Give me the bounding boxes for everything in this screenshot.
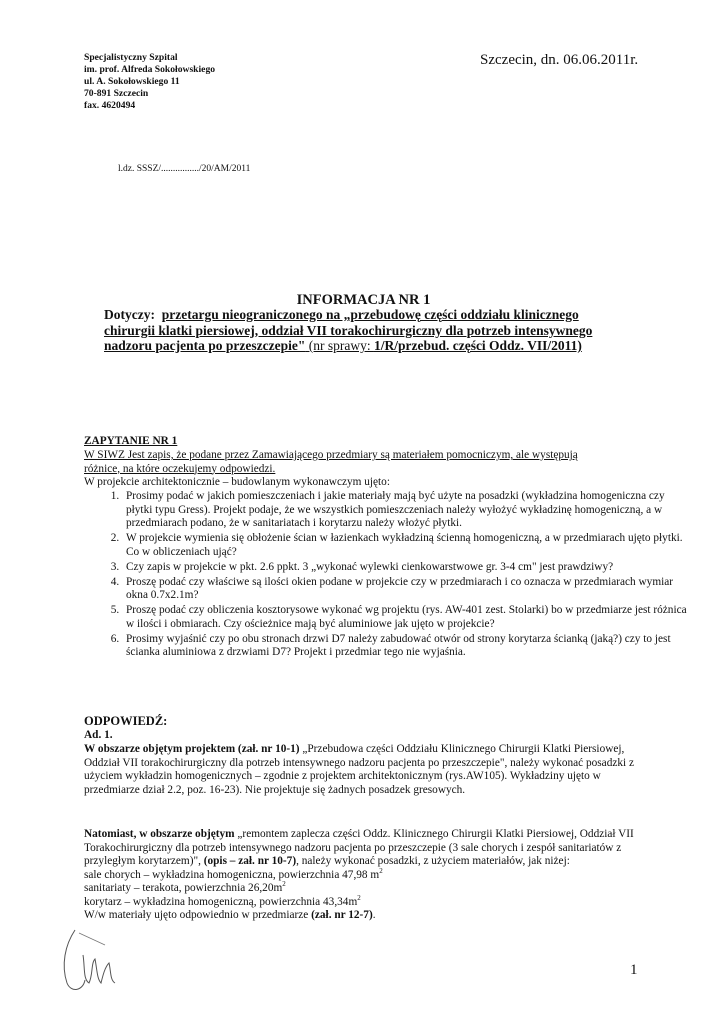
material-line: sanitariaty – terakota, powierzchnia $26,20m^2$ — [84, 880, 286, 894]
question-item: 1. Prosimy podać w jakich pomieszczeniach i jakie materiały mają być użyte na posadzki (wykładzina homogeniczna czy płytki typu Gress). Projekt podaje, że we wszystkich pomieszczeniach należy wyłożyć wykładzinę homogeniczną, a w przedmiarach podano, że w sanitariatach i korytarzu należy włożyć płytki. — [122, 490, 692, 531]
answer-p2-ref: (opis – zał. nr 10-7) — [203, 855, 297, 867]
closing-line: W/w materiały ujęto odpowiednio w przedmiarze (zał. nr 12-7). — [84, 909, 376, 921]
material-line: sale chorych – wykładzina homogeniczna, powierzchnia 47,98 $m^2$ — [84, 866, 383, 881]
reference-number: l.dz. SSSZ/................/20/AM/2011 — [118, 164, 251, 174]
question-item: 5. Proszę podać czy obliczenia kosztorysowe wykonać wg projektu (rys. AW-401 zest. Stolarki) bo w przedmiarze jest różnica w ilości i obmiarach. Czy ościeżnice mają być aluminiowe jak ujęto w projekcie? — [122, 604, 692, 631]
subject-line-3: nadzoru pacjenta po przeszczepie" — [104, 338, 306, 353]
answer-p2-lead: Natomiast, w obszarze objętym — [84, 828, 235, 840]
subject-block — [104, 307, 644, 354]
case-number: 1/R/przebud. części Oddz. VII/2011) — [373, 338, 582, 353]
answer-p2-text-end: , należy wykonać posadzki, z użyciem materiałów, jak niżej: — [296, 855, 570, 867]
sender-line: fax. 4620494 — [84, 100, 136, 111]
answer-p1-text: „Przebudowa części Oddziału Klinicznego Chirurgii Klatki Piersiowej, Oddział VII torakochirurgiczny dla potrzeb intensywnego nadzoru pacjenta po przeszczepie", należy wykonać posadzki z użyciem wykładzin homogenicznych – zgodnie z projektem architektonicznym (rys.AW105). Wykładziny ujęto w przedmiarze dział 2.2, poz. 16-23). Nie projektuje się żadnych posadzek gresowych. — [84, 743, 634, 796]
sender-line: im. prof. Alfreda Sokołowskiego — [84, 64, 216, 75]
answer-p2-text: „remontem zaplecza części Oddz. Klinicznego Chirurgii Klatki Piersiowej, Oddział VII Torakochirurgiczny dla potrzeb intensywnego nadzoru pacjenta po przeszczepie (3 sale chorych i zespół sanitariatów z przyległym korytarzem)", — [84, 828, 634, 867]
question-list — [84, 490, 692, 661]
sender-address — [84, 52, 215, 112]
answer-p1-lead: W obszarze objętym projektem (zał. nr 10-1) — [84, 743, 300, 755]
question-item: 4. Proszę podać czy właściwe są ilości okien podane w projekcie czy w przedmiarach i co oznacza w przedmiarach wymiar okna 0.7x2.1m? — [122, 576, 692, 603]
answer-paragraph-1 — [84, 743, 654, 797]
question-context: W projekcie architektonicznie – budowlanym wykonawczym ujęto: — [84, 476, 390, 488]
document-title: INFORMACJA NR 1 — [296, 292, 431, 308]
question-heading: ZAPYTANIE NR 1 — [84, 435, 178, 447]
question-item: 2. W projekcie wymienia się obłożenie ścian w łazienkach wykładziną ścienną homogeniczną, a w przedmiarach ujęto płytki. Co w obliczeniach ująć? — [122, 532, 692, 559]
question-item: 6. Prosimy wyjaśnić czy po obu stronach drzwi D7 należy zabudować otwór od strony korytarza ścianką (jaką?) czy to jest ścianka aluminiowa z drzwiami D7? Projekt i przedmiar tego nie wyjaśnia. — [122, 633, 692, 660]
subject-label: Dotyczy: — [104, 307, 155, 322]
material-line: korytarz – wykładzina homogeniczną, powierzchnia $43,34m^2$ — [84, 893, 361, 908]
answer-paragraph-2 — [84, 828, 654, 923]
sender-line: 70-891 Szczecin — [84, 88, 149, 99]
answer-ad-label: Ad. 1. — [84, 729, 113, 741]
subject-line-1: przetargu nieograniczonego na „przebudowę części oddziału klinicznego — [161, 307, 579, 322]
question-intro-line: różnice, na które oczekujemy odpowiedzi. — [84, 462, 276, 475]
question-item: 3. Czy zapis w projekcie w pkt. 2.6 ppkt. 3 „wykonać wylewki cienkowarstwowe gr. 3-4 cm" jest prawdziwy? — [122, 561, 692, 575]
question-intro — [84, 449, 654, 476]
question-intro-line: W SIWZ Jest zapis, że podane przez Zamawiającego przedmiary są materiałem pomocniczym, ale występują — [84, 449, 578, 461]
subject-line-2: chirurgii klatki piersiowej, oddział VII torakochirurgiczny dla potrzeb intensywnego — [104, 322, 593, 338]
sender-line: Specjalistyczny Szpital — [84, 52, 178, 63]
page-number: 1 — [630, 962, 638, 978]
case-label: (nr sprawy: — [305, 338, 374, 353]
answer-heading: ODPOWIEDŹ: — [84, 714, 168, 728]
sender-line: ul. A. Sokołowskiego 11 — [84, 76, 180, 87]
document-date: Szczecin, dn. 06.06.2011r. — [480, 52, 639, 68]
handwritten-signature — [55, 925, 125, 1000]
